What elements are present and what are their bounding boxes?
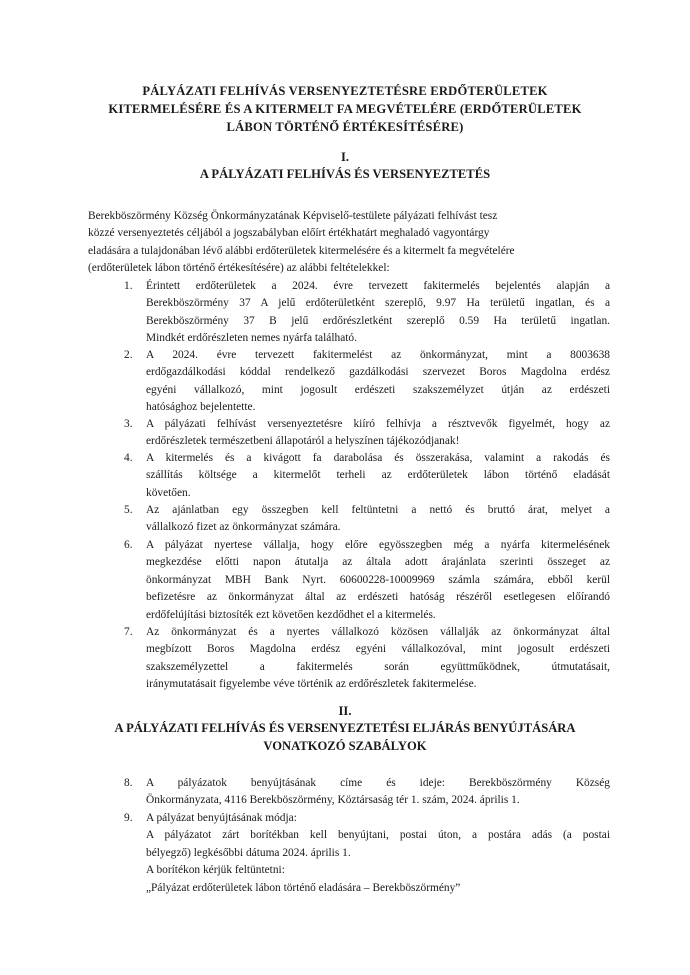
list-item-line: Az ajánlatban egy összegben kell feltüntetni a nettó és bruttó árat, melyet a [146,504,610,516]
list-item-line: szállítás költsége a kitermelőt terheli az erdőterületek lábon történő eladását [146,469,610,482]
list-item-line: erdőgazdálkodási kóddal rendelkező gazdálkodási szervezet Boros Magdolna erdész [146,366,610,379]
list-item [124,775,610,810]
list-item-number: 5. [124,504,133,516]
list-item [124,502,610,537]
list-item-line: Berekböszörmény 37 A jelű erdőterületként szereplő, 9.97 Ha területű ingatlan, és a [146,297,610,310]
intro-line: Berekböszörmény Község Önkormányzatának Képviselő-testülete pályázati felhívást tesz [88,210,498,222]
section-1-title: A PÁLYÁZATI FELHÍVÁS ÉS VERSENYEZTETÉS [199,167,491,181]
section-2-title-line: A PÁLYÁZATI FELHÍVÁS ÉS VERSENYEZTETÉSI ELJÁRÁS BENYÚJTÁSÁRA [114,721,576,735]
list-item [124,347,610,417]
title-line: LÁBON TÖRTÉNŐ ÉRTÉKESÍTÉSÉRE) [226,120,464,134]
title-line: KITERMELÉSÉRE ÉS A KITERMELT FA MEGVÉTELÉRE (ERDŐTERÜLETEK [108,102,582,116]
list-item-line: A kitermelés és a kivágott fa darabolása és összerakása, valamint a rakodás és [146,452,610,464]
list-item-number: 1. [124,280,133,292]
list-item-number: 6. [124,539,133,551]
list-item-line: hatósághoz bejelentette. [146,401,256,414]
list-item [124,537,610,624]
list-item-line: Érintett erdőterületek a 2024. évre tervezett fakitermelés bejelentés alapján a [146,280,610,292]
list-item-line: megkezdése előtti napon átutalja az általa adott árajánlata szerinti összeget az [146,556,610,569]
document-title [60,82,630,136]
list-item-line: bélyegző) legkésőbbi dátuma 2024. április 1. [146,846,351,859]
list-item-line: „Pályázat erdőterületek lábon történő eladására – Berekböszörmény” [146,881,461,894]
intro-paragraph [88,208,608,278]
list-item-line: A 2024. évre tervezett fakitermelést az önkormányzat, mint a 8003638 [146,349,610,361]
list-item-number: 9. [124,812,133,824]
list-item-line: erdőfelújítási biztosíték ezt követően kezdődhet el a kitermelés. [146,608,436,621]
list-item-line: Mindkét erdőrészleten nemes nyárfa található. [146,332,357,345]
list-item-number: 2. [124,349,133,361]
list-item-number: 3. [124,418,133,430]
list-item-line: megbízott Boros Magdolna erdész egyéni vállalkozóval, mint jogosult erdészeti [146,643,610,656]
list-item-line: Az önkormányzat és a nyertes vállalkozó közösen vállalják az önkormányzat által [146,626,610,638]
section-2-title-line: VONATKOZÓ SZABÁLYOK [263,739,427,753]
list-item-line: egyéni vállalkozó, mint jogosult erdészeti szakszemélyzet útján az erdészeti [146,383,610,396]
list-item [124,278,610,348]
list-item-number: 8. [124,777,133,789]
list-item-line: önkormányzat MBH Bank Nyrt. 60600228-10009969 számla számára, ebből kerül [146,573,610,586]
list-item-line: erdőrészletek természetbeni állapotáról a helyszínen tájékozódjanak! [146,435,460,448]
section-1-number: I. [340,150,350,164]
list-item-line: befizetésre az önkormányzat által az erdészeti hatóság részéről esetlegesen előírandó [146,591,610,604]
list-item-line: Berekböszörmény 37 B jelű erdőrészletként szereplő 0.59 Ha területű ingatlan. [146,314,610,327]
list-item-number: 7. [124,626,133,638]
section-2-number: II. [338,704,352,718]
list-item-line: A pályázati felhívást versenyeztetésre kiíró felhívja a résztvevők figyelmét, hogy az [146,418,610,430]
list-item-line: Önkormányzata, 4116 Berekböszörmény, Köztársaság tér 1. szám, 2024. április 1. [146,794,520,807]
intro-line: eladására a tulajdonában lévő alábbi erdőterületek kitermelésére és a kitermelt fa megvételére [88,244,515,257]
list-item [124,624,610,694]
list-item-line: szakszemélyzettel a fakitermelés során együttműködnek, útmutatásait, [146,660,610,673]
list-item [124,416,610,451]
intro-line: (erdőterületek lábon történő értékesítésére) az alábbi feltételekkel: [88,262,390,275]
list-item-line: A pályázat nyertese vállalja, hogy előre egyösszegben még a nyárfa kitermelésének [146,539,610,551]
list-item [124,450,610,502]
section-2-title [60,719,630,755]
list-item-line: iránymutatásait figyelembe véve történik az erdőrészletek fakitermelése. [146,678,477,691]
intro-line: közzé versenyeztetés céljából a jogszabályban előírt értékhatárt meghaladó vagyontárgy [88,227,490,240]
title-line: PÁLYÁZATI FELHÍVÁS VERSENYEZTETÉSRE ERDŐTERÜLETEK [142,84,548,98]
list-item-number: 4. [124,452,133,464]
list-item [124,810,610,897]
list-item-line: A borítékon kérjük feltüntetni: [146,864,285,877]
list-item-line: A pályázat benyújtásának módja: [146,812,297,824]
list-item-line: követően. [146,486,191,499]
list-item-line: vállalkozó fizet az önkormányzat számára. [146,521,341,534]
list-item-line: A pályázatok benyújtásának címe és ideje: Berekböszörmény Község [146,777,610,789]
list-item-line: A pályázatot zárt borítékban kell benyújtani, postai úton, a postára adás (a postai [146,829,610,842]
